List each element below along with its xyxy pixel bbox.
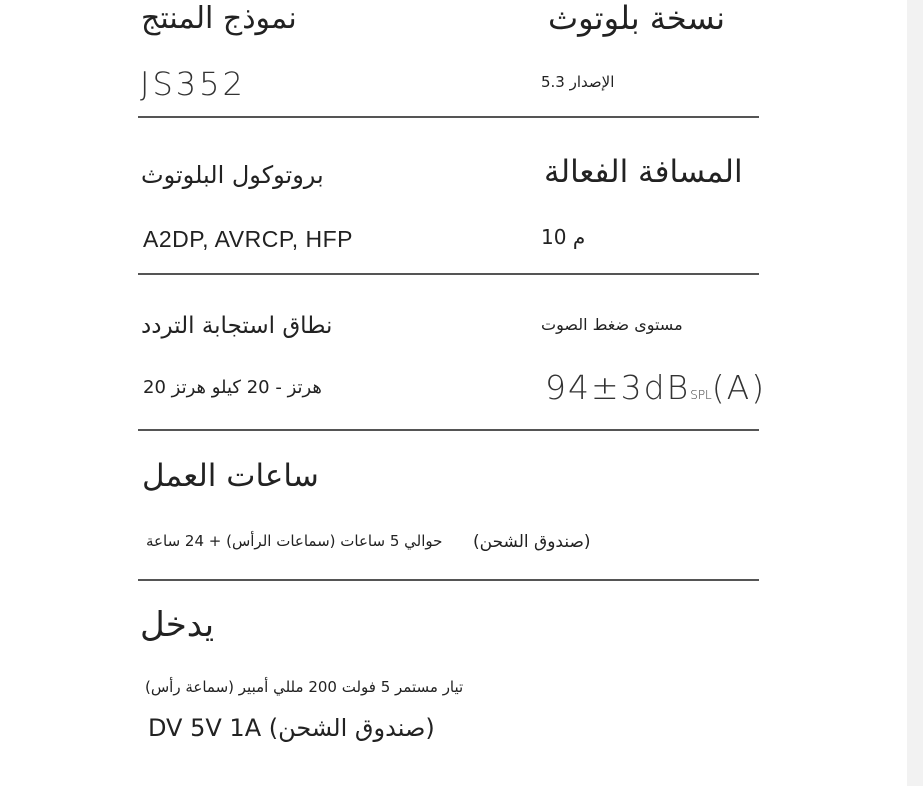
- divider: [138, 116, 759, 118]
- working-hours-value-left: حوالي 5 ساعات (سماعات الرأس) + 24 ساعة: [146, 532, 443, 550]
- bluetooth-version-label: نسخة بلوتوث: [548, 0, 726, 37]
- spl-value-sub: SPL: [690, 388, 712, 402]
- frequency-label: نطاق استجابة التردد: [141, 313, 333, 339]
- divider: [138, 579, 759, 581]
- frequency-value: 20 هرتز - 20 كيلو هرتز: [143, 377, 322, 398]
- protocol-value: A2DP, AVRCP, HFP: [143, 226, 353, 252]
- range-label: المسافة الفعالة: [544, 154, 743, 190]
- spl-value-main: 94±3dB: [545, 368, 691, 407]
- model-value: JS352: [140, 65, 246, 103]
- spl-label: مستوى ضغط الصوت: [541, 315, 683, 334]
- protocol-label: بروتوكول البلوتوث: [141, 161, 324, 189]
- input-label: يدخل: [140, 605, 215, 645]
- input-line-2: DV 5V 1A (صندوق الشحن): [148, 714, 435, 742]
- spl-value: [545, 368, 767, 407]
- model-label: نموذج المنتج: [141, 1, 297, 36]
- divider: [138, 429, 759, 431]
- range-value: 10 م: [541, 225, 586, 249]
- divider: [138, 273, 759, 275]
- input-line-1: تيار مستمر 5 فولت 200 مللي أمبير (سماعة رأس): [145, 678, 464, 696]
- spl-value-tail: (A): [711, 368, 767, 407]
- working-hours-label: ساعات العمل: [142, 458, 319, 494]
- page-edge-strip: [907, 0, 923, 786]
- working-hours-value-right: (صندوق الشحن): [473, 532, 591, 552]
- bluetooth-version-value: الإصدار 5.3: [541, 73, 615, 91]
